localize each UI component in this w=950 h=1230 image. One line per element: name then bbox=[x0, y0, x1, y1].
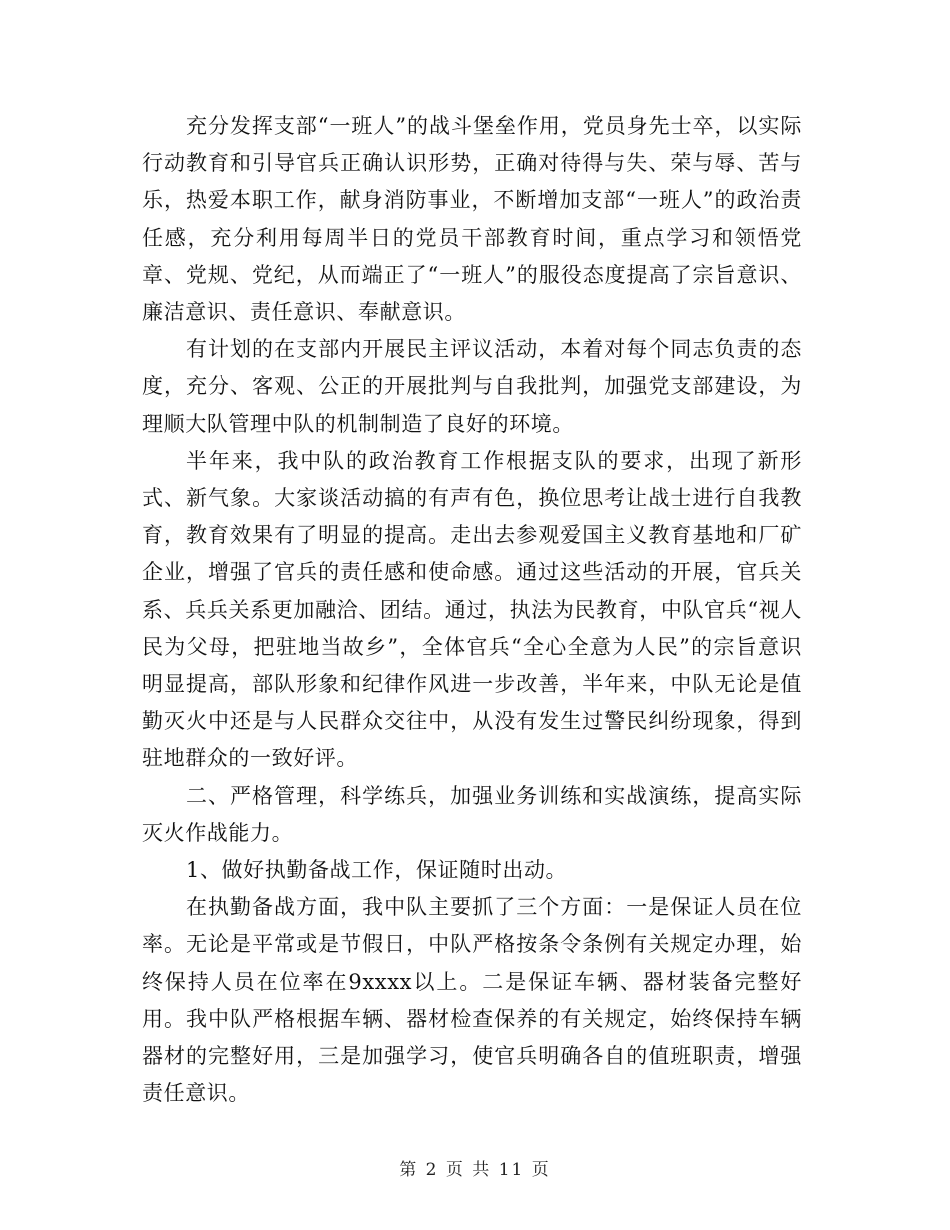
page-footer: 第 2 页 共 11 页 bbox=[399, 1160, 551, 1180]
paragraph: 有计划的在支部内开展民主评议活动，本着对每个同志负责的态度，充分、客观、公正的开展批判与自我批判，加强党支部建设，为理顺大队管理中队的机制制造了良好的环境。 bbox=[142, 337, 802, 436]
document-body bbox=[142, 108, 802, 1112]
paragraph: 充分发挥支部“一班人”的战斗堡垒作用，党员身先士卒，以实际行动教育和引导官兵正确认识形势，正确对待得与失、荣与辱、苦与乐，热爱本职工作，献身消防事业，不断增加支部“一班人”的政治责任感，充分利用每周半日的党员干部教育时间，重点学习和领悟党章、党规、党纪，从而端正了“一班人”的服役态度提高了宗旨意识、廉洁意识、责任意识、奉献意识。 bbox=[142, 114, 802, 325]
section-heading: 二、严格管理，科学练兵，加强业务训练和实战演练，提高实际灭火作战能力。 bbox=[142, 783, 802, 845]
paragraph: 半年来，我中队的政治教育工作根据支队的要求，出现了新形式、新气象。大家谈活动搞的有声有色，换位思考让战士进行自我教育，教育效果有了明显的提高。走出去参观爱国主义教育基地和厂矿企业，增强了官兵的责任感和使命感。通过这些活动的开展，官兵关系、兵兵关系更加融洽、团结。通过，执法为民教育，中队官兵“视人民为父母，把驻地当故乡”，全体官兵“全心全意为人民”的宗旨意识明显提高，部队形象和纪律作风进一步改善，半年来，中队无论是值勤灭火中还是与人民群众交往中，从没有发生过警民纠纷现象，得到驻地群众的一致好评。 bbox=[142, 448, 802, 771]
paragraph: 在执勤备战方面，我中队主要抓了三个方面：一是保证人员在位率。无论是平常或是节假日，中队严格按条令条例有关规定办理，始终保持人员在位率在9xxxx以上。二是保证车辆、器材装备完整好用。我中队严格根据车辆、器材检查保养的有关规定，始终保持车辆器材的完整好用，三是加强学习，使官兵明确各自的值班职责，增强责任意识。 bbox=[142, 895, 802, 1106]
subsection-heading: 1、做好执勤备战工作，保证随时出动。 bbox=[186, 858, 568, 883]
